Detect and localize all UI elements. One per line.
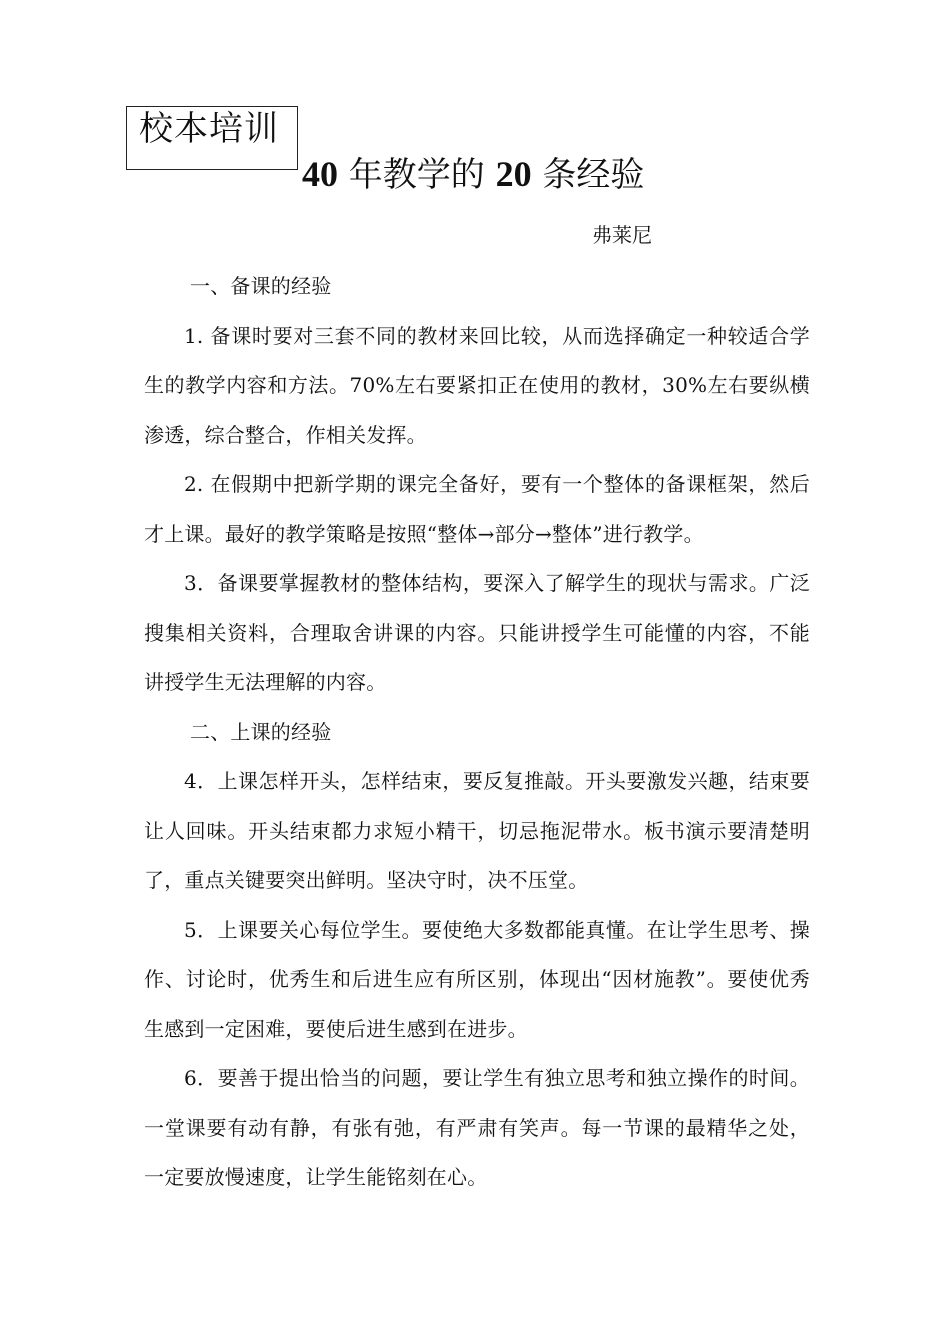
paragraph-item-1: 1. 备课时要对三套不同的教材来回比较，从而选择确定一种较适合学生的教学内容和方法。70%左右要紧扣正在使用的教材，30%左右要纵横渗透，综合整合，作相关发挥。 bbox=[144, 323, 810, 447]
document-body bbox=[144, 262, 810, 1203]
tag-label: 校本培训 bbox=[139, 109, 279, 149]
paragraph-item-2: 2. 在假期中把新学期的课完全备好，要有一个整体的备课框架，然后才上课。最好的教学策略是按照“整体→部分→整体”进行教学。 bbox=[144, 472, 810, 546]
school-training-tag bbox=[126, 106, 298, 170]
paragraph-item-3: 3．备课要掌握教材的整体结构，要深入了解学生的现状与需求。广泛搜集相关资料，合理取舍讲课的内容。只能讲授学生可能懂的内容，不能讲授学生无法理解的内容。 bbox=[144, 571, 810, 694]
author-name: 弗莱尼 bbox=[592, 223, 652, 247]
section-heading-lesson-prep: 一、备课的经验 bbox=[190, 274, 332, 298]
document-title bbox=[302, 150, 644, 199]
title-number-items: 20 bbox=[495, 154, 532, 194]
section-heading-teaching: 二、上课的经验 bbox=[190, 719, 332, 744]
title-number-years: 40 bbox=[302, 154, 338, 194]
title-text-part1: 年教学的 bbox=[338, 155, 496, 195]
paragraph-item-4: 4．上课怎样开头，怎样结束，要反复推敲。开头要激发兴趣，结束要让人回味。开头结束都力求短小精干，切忌拖泥带水。板书演示要清楚明了，重点关键要突出鲜明。坚决守时，决不压堂。 bbox=[144, 769, 810, 892]
paragraph-item-5: 5．上课要关心每位学生。要使绝大多数都能真懂。在让学生思考、操作、讨论时，优秀生和后进生应有所区别，体现出“因材施教”。要使优秀生感到一定困难，要使后进生感到在进步。 bbox=[144, 917, 810, 1041]
title-text-part2: 条经验 bbox=[531, 155, 645, 195]
paragraph-item-6: 6．要善于提出恰当的问题，要让学生有独立思考和独立操作的时间。一堂课要有动有静，有张有弛，有严肃有笑声。每一节课的最精华之处，一定要放慢速度，让学生能铭刻在心。 bbox=[144, 1066, 810, 1189]
